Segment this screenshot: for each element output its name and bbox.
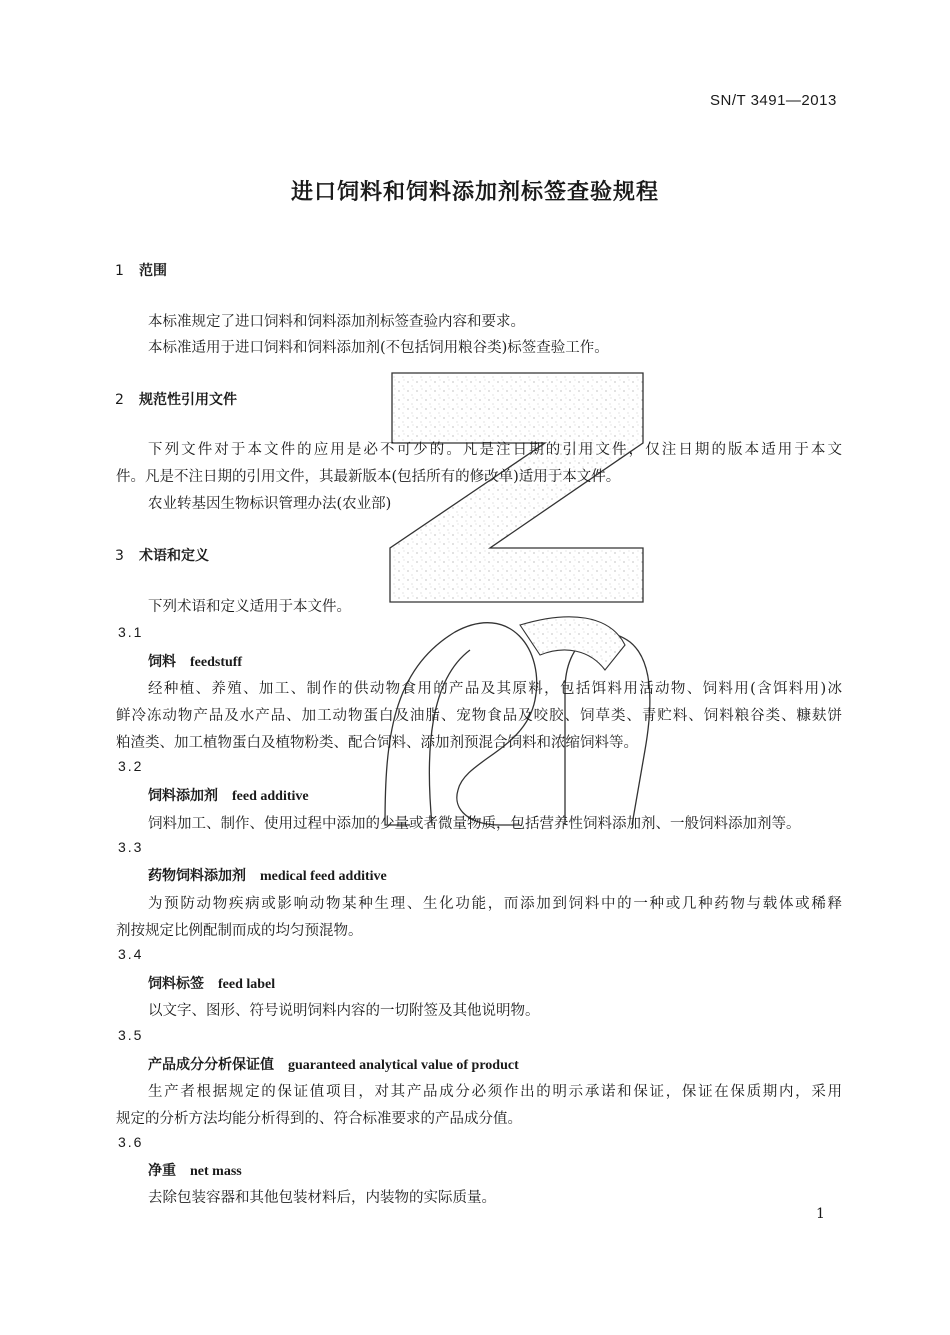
- paragraph-line: 下列术语和定义适用于本文件。: [148, 599, 351, 615]
- paragraph-line: 生产者根据规定的保证值项目，对其产品成分必须作出的明示承诺和保证，保证在保质期内，采用: [148, 1084, 842, 1100]
- paragraph-line: 鲜冷冻动物产品及水产品、加工动物蛋白及油脂、宠物食品及咬胶、饲草类、青贮料、饲料粮谷类、糠麸饼: [116, 708, 842, 724]
- term-number: 3.6: [118, 1134, 144, 1150]
- section-number: 3: [115, 548, 124, 564]
- paragraph-line: 粕渣类、加工植物蛋白及植物粉类、配合饲料、添加剂预混合饲料和浓缩饲料等。: [116, 735, 638, 751]
- page-number: 1: [816, 1206, 825, 1222]
- section-2-heading: [115, 389, 237, 409]
- paragraph-line: 经种植、养殖、加工、制作的供动物食用的产品及其原料，包括饵料用活动物、饲料用(含饵料用)冰: [148, 681, 842, 697]
- section-title: 范围: [139, 263, 167, 279]
- term-number: 3.2: [118, 758, 144, 774]
- term-heading: 饲料 feedstuff: [148, 654, 243, 670]
- paragraph-line: 以文字、图形、符号说明饲料内容的一切附签及其他说明物。: [148, 1003, 540, 1019]
- page-title: 进口饲料和饲料添加剂标签查验规程: [290, 180, 659, 205]
- section-1-heading: [115, 260, 167, 280]
- term-number: 3.3: [118, 839, 144, 855]
- paragraph-line: 为预防动物疾病或影响动物某种生理、生化功能，而添加到饲料中的一种或几种药物与载体或稀释: [148, 896, 842, 912]
- paragraph-line: 去除包装容器和其他包装材料后，内装物的实际质量。: [148, 1190, 496, 1206]
- section-3-heading: [115, 545, 209, 565]
- term-heading: 净重 net mass: [148, 1163, 242, 1179]
- section-title: 规范性引用文件: [139, 392, 237, 408]
- paragraph-line: 剂按规定比例配制而成的均匀预混物。: [116, 923, 363, 939]
- term-heading: 饲料标签 feed label: [148, 976, 276, 992]
- paragraph-line: 规定的分析方法均能分析得到的、符合标准要求的产品成分值。: [116, 1111, 522, 1127]
- paragraph-line: 本标准规定了进口饲料和饲料添加剂标签查验内容和要求。: [148, 314, 525, 330]
- section-title: 术语和定义: [139, 548, 209, 564]
- standard-code: SN/T 3491—2013: [710, 92, 837, 109]
- paragraph-line: 件。凡是不注日期的引用文件，其最新版本(包括所有的修改单)适用于本文件。: [116, 469, 621, 485]
- paragraph-line: 下列文件对于本文件的应用是必不可少的。凡是注日期的引用文件，仅注日期的版本适用于本文: [148, 442, 842, 458]
- paragraph-line: 农业转基因生物标识管理办法(农业部): [148, 496, 392, 512]
- term-number: 3.5: [118, 1027, 144, 1043]
- term-number: 3.4: [118, 946, 144, 962]
- term-heading: 饲料添加剂 feed additive: [148, 788, 309, 804]
- term-heading: 产品成分分析保证值 guaranteed analytical value of product: [148, 1057, 519, 1073]
- section-number: 1: [115, 263, 124, 279]
- section-number: 2: [115, 392, 124, 408]
- term-heading: 药物饲料添加剂 medical feed additive: [148, 868, 387, 884]
- paragraph-line: 本标准适用于进口饲料和饲料添加剂(不包括饲用粮谷类)标签查验工作。: [148, 340, 609, 356]
- paragraph-line: 饲料加工、制作、使用过程中添加的少量或者微量物质，包括营养性饲料添加剂、一般饲料添加剂等。: [148, 816, 801, 832]
- term-number: 3.1: [118, 624, 144, 640]
